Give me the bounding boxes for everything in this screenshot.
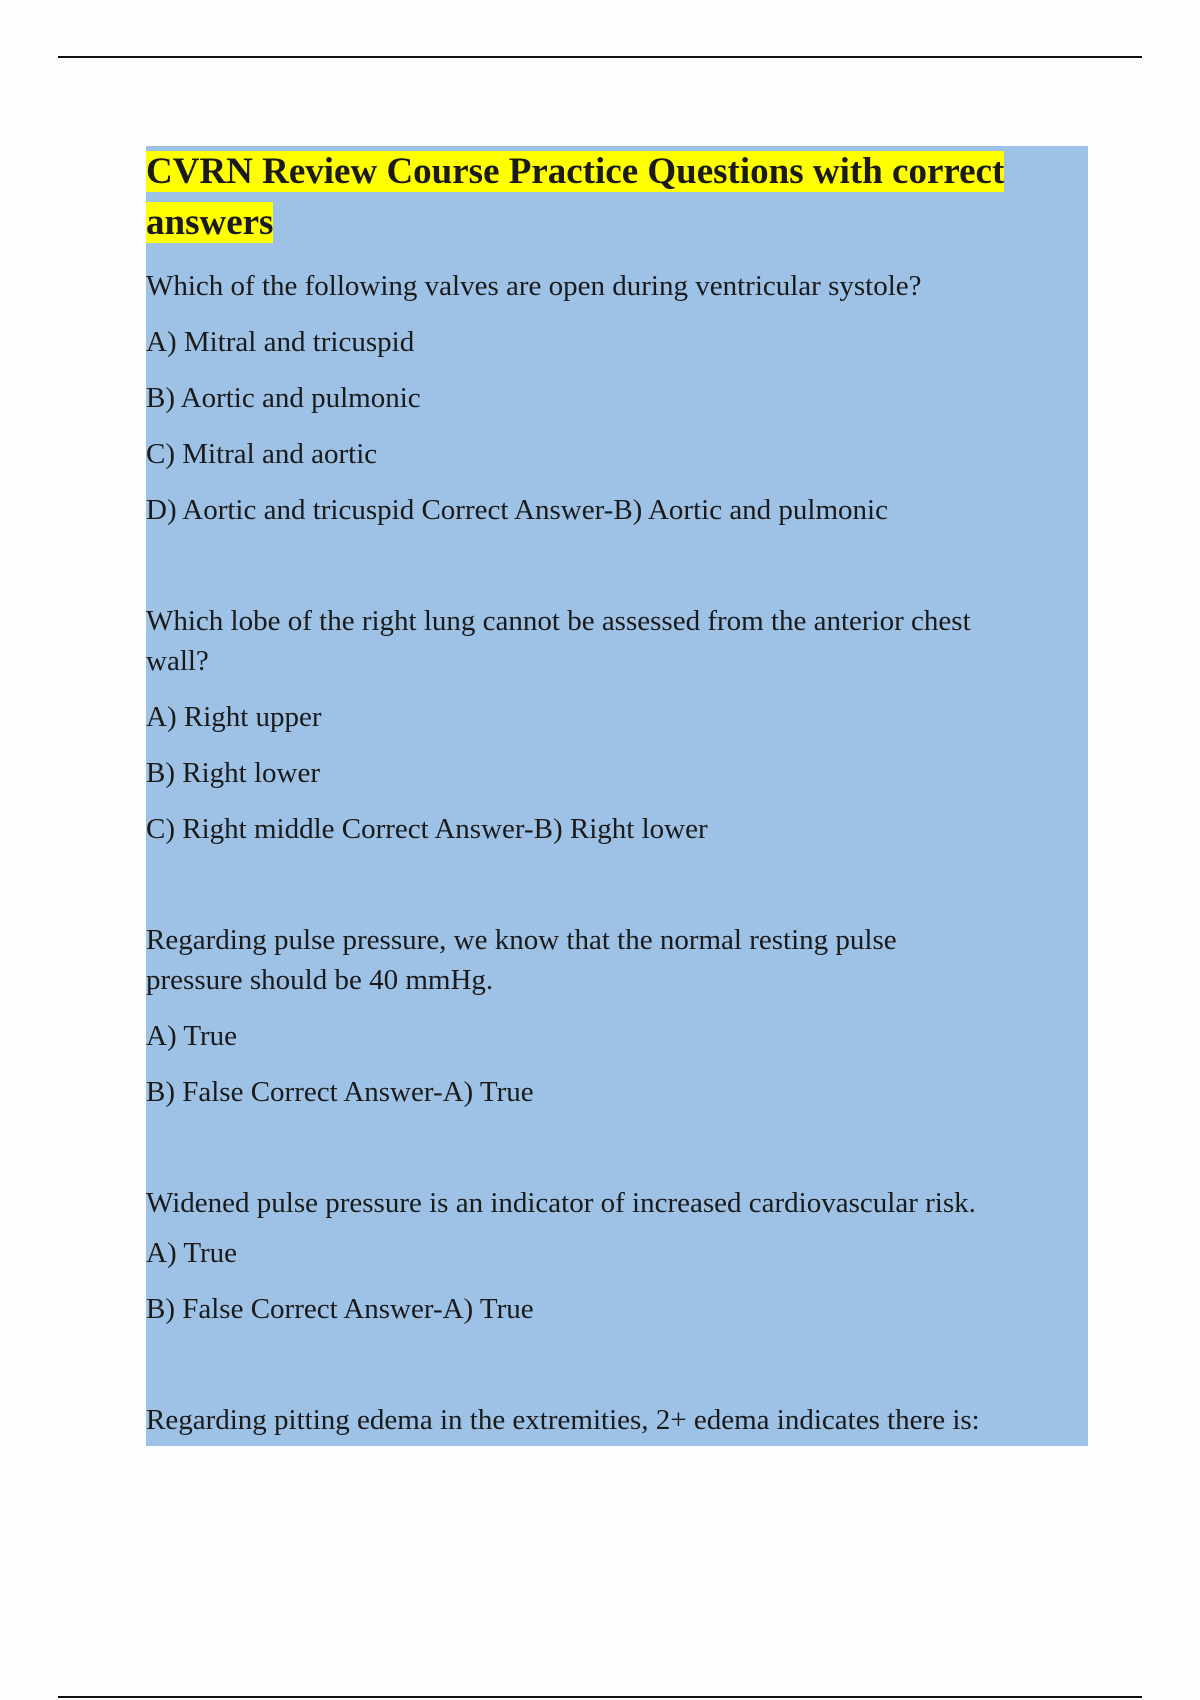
footer-rule (58, 1696, 1142, 1698)
title-line-2: answers (146, 202, 274, 243)
question-1 (146, 266, 1088, 530)
answer-option: B) Aortic and pulmonic (146, 382, 421, 414)
question-2 (146, 601, 1088, 849)
question-stem: Which lobe of the right lung cannot be assessed from the anterior chest (146, 605, 971, 637)
header-rule (58, 56, 1142, 58)
answer-option: B) Right lower (146, 757, 320, 789)
document-content (146, 146, 1088, 1446)
question-stem-continued: wall? (146, 645, 209, 677)
question-4 (146, 1183, 1088, 1329)
question-3 (146, 920, 1088, 1112)
answer-option-with-correct-answer: C) Right middle Correct Answer-B) Right lower (146, 813, 708, 845)
answer-option-with-correct-answer: B) False Correct Answer-A) True (146, 1076, 534, 1108)
answer-option-with-correct-answer: D) Aortic and tricuspid Correct Answer-B) Aortic and pulmonic (146, 494, 888, 526)
question-stem: Regarding pulse pressure, we know that the normal resting pulse (146, 924, 897, 956)
question-5 (146, 1400, 1088, 1440)
answer-option: A) Right upper (146, 701, 322, 733)
document-title (146, 146, 1088, 248)
answer-option: A) True (146, 1237, 238, 1269)
answer-option: A) Mitral and tricuspid (146, 326, 415, 358)
question-stem-continued: pressure should be 40 mmHg. (146, 964, 494, 996)
title-line-1: CVRN Review Course Practice Questions with correct (146, 151, 1005, 192)
answer-option: A) True (146, 1020, 238, 1052)
answer-option: C) Mitral and aortic (146, 438, 378, 470)
question-stem: Which of the following valves are open during ventricular systole? (146, 270, 922, 302)
question-stem: Regarding pitting edema in the extremities, 2+ edema indicates there is: (146, 1404, 980, 1436)
answer-option-with-correct-answer: B) False Correct Answer-A) True (146, 1293, 534, 1325)
question-stem: Widened pulse pressure is an indicator of increased cardiovascular risk. (146, 1187, 976, 1219)
